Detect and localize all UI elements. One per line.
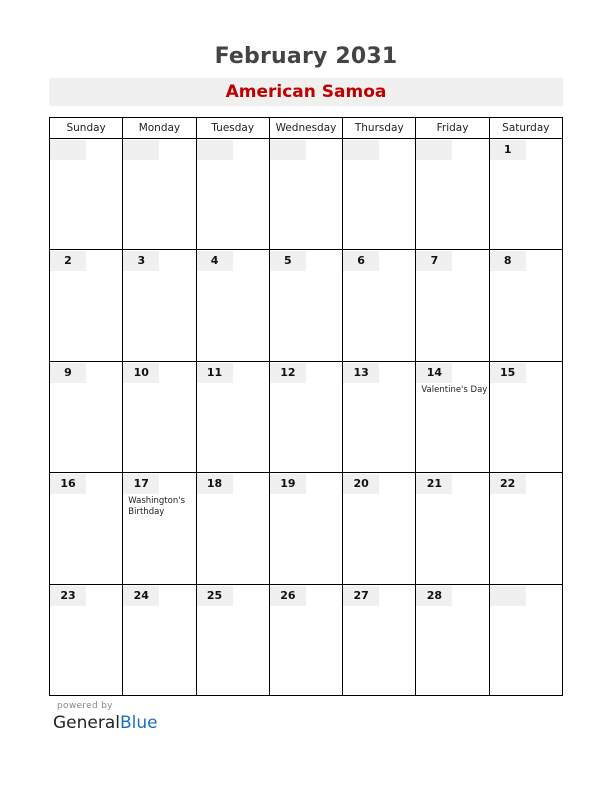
day-cell (50, 473, 123, 584)
day-cell (50, 584, 123, 695)
day-cell (50, 139, 123, 250)
day-cell (196, 250, 269, 361)
day-cell (416, 361, 489, 472)
day-cell (269, 361, 342, 472)
page-title: February 2031 (214, 44, 398, 69)
day-number: 16 (50, 474, 86, 494)
day-cell (343, 250, 416, 361)
brand-general: General (53, 713, 120, 733)
day-cell (123, 584, 196, 695)
day-number: 12 (270, 363, 306, 383)
day-cell (416, 473, 489, 584)
weekday-friday: Friday (416, 118, 489, 139)
country-name: American Samoa (225, 82, 387, 102)
holiday-label: Washington's Birthday (128, 496, 185, 518)
day-number: 28 (416, 586, 452, 606)
day-cell (343, 473, 416, 584)
country-banner (49, 78, 563, 106)
day-number: 21 (416, 474, 452, 494)
day-number: 22 (490, 474, 526, 494)
week-row (50, 139, 563, 250)
day-cell (123, 473, 196, 584)
day-number: 3 (123, 251, 159, 271)
day-cell (489, 361, 562, 472)
day-number: 4 (197, 251, 233, 271)
week-row (50, 250, 563, 361)
day-cell (269, 250, 342, 361)
calendar-grid (49, 117, 563, 696)
day-cell (343, 139, 416, 250)
day-number: 1 (490, 140, 526, 160)
day-number: 2 (50, 251, 86, 271)
weekday-tuesday: Tuesday (196, 118, 269, 139)
weekday-sunday: Sunday (50, 118, 123, 139)
day-cell (269, 584, 342, 695)
day-cell (123, 250, 196, 361)
day-cell (269, 139, 342, 250)
day-cell (489, 473, 562, 584)
day-cell (196, 361, 269, 472)
day-cell (196, 584, 269, 695)
day-number: 9 (50, 363, 86, 383)
day-number: 8 (490, 251, 526, 271)
day-cell (489, 139, 562, 250)
week-row (50, 584, 563, 695)
day-number: 18 (197, 474, 233, 494)
day-cell (489, 584, 562, 695)
week-row (50, 473, 563, 584)
day-number: 6 (343, 251, 379, 271)
day-cell (343, 584, 416, 695)
powered-by-label: powered by (57, 701, 113, 711)
day-number: 17 (123, 474, 159, 494)
day-number: 19 (270, 474, 306, 494)
day-cell (416, 584, 489, 695)
day-cell (123, 361, 196, 472)
day-cell (416, 139, 489, 250)
weekday-thursday: Thursday (343, 118, 416, 139)
day-number: 23 (50, 586, 86, 606)
day-cell (196, 473, 269, 584)
day-number: 14 (416, 363, 452, 383)
brand-blue: Blue (120, 713, 158, 733)
day-number: 26 (270, 586, 306, 606)
day-cell (196, 139, 269, 250)
generalblue-logo (53, 713, 158, 733)
weekday-header-row (50, 118, 563, 139)
day-number: 11 (197, 363, 233, 383)
holiday-label: Valentine's Day (421, 384, 488, 395)
day-number: 25 (197, 586, 233, 606)
day-number (416, 140, 452, 160)
week-row (50, 361, 563, 472)
day-cell (416, 250, 489, 361)
day-number (197, 140, 233, 160)
weekday-monday: Monday (123, 118, 196, 139)
day-cell (489, 250, 562, 361)
day-cell (343, 361, 416, 472)
day-number (270, 140, 306, 160)
weekday-wednesday: Wednesday (269, 118, 342, 139)
day-cell (50, 361, 123, 472)
day-cell (123, 139, 196, 250)
weekday-saturday: Saturday (489, 118, 562, 139)
day-cell (269, 473, 342, 584)
day-number (123, 140, 159, 160)
day-number: 10 (123, 363, 159, 383)
day-number: 5 (270, 251, 306, 271)
day-number: 7 (416, 251, 452, 271)
day-number: 24 (123, 586, 159, 606)
day-number: 15 (490, 363, 526, 383)
day-cell (50, 250, 123, 361)
day-number (343, 140, 379, 160)
day-number: 27 (343, 586, 379, 606)
day-number: 20 (343, 474, 379, 494)
day-number (50, 140, 86, 160)
day-number: 13 (343, 363, 379, 383)
day-number (490, 586, 526, 606)
